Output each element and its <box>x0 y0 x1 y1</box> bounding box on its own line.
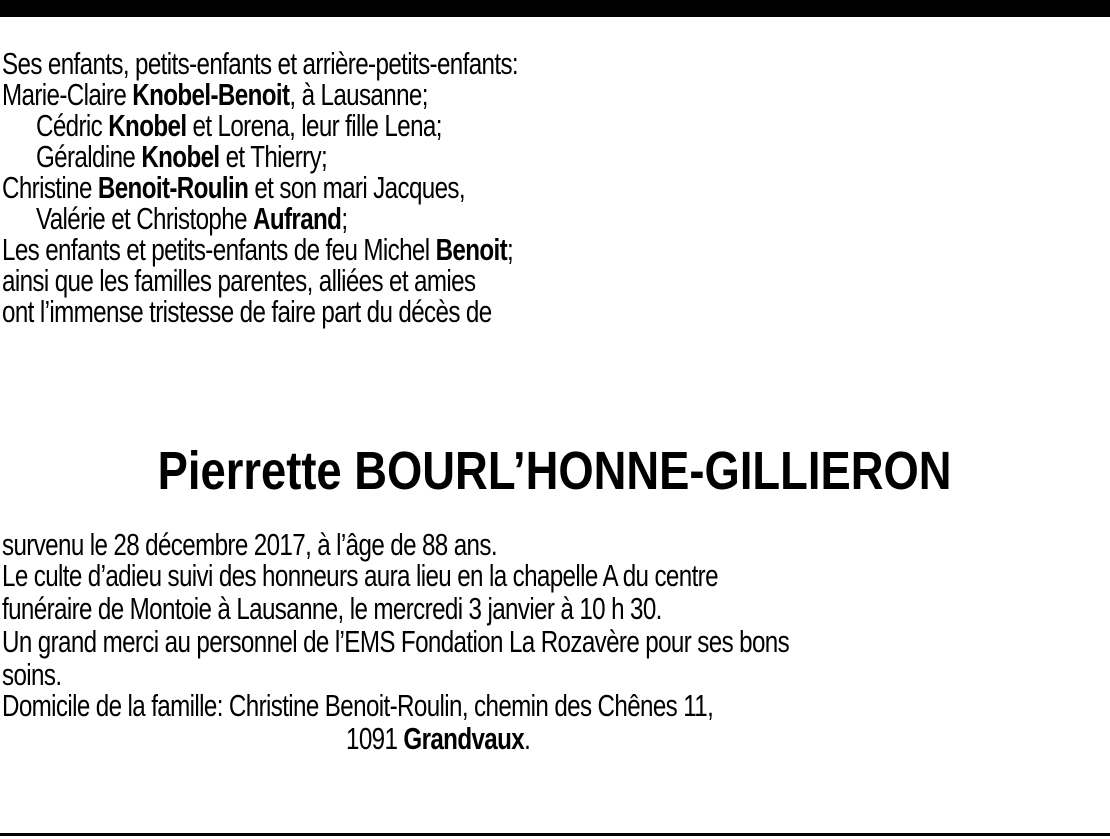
details-line <box>2 659 1108 690</box>
announcement-line <box>2 79 1108 110</box>
address-text: Domicile de la famille: Christine Benoit-Roulin, chemin des Chênes 11, <box>2 688 714 723</box>
ceremony-text: funéraire de Montoie à Lausanne, le mercredi 3 janvier à 10 h 30. <box>2 591 662 626</box>
relative-detail: ; <box>507 232 514 267</box>
relative-detail: , à Lausanne; <box>289 77 428 112</box>
relative-detail: ; <box>341 201 348 236</box>
announcement-line <box>2 265 1108 296</box>
relative-surname: Knobel <box>141 139 220 174</box>
relative-detail: et Lorena, leur fille Lena; <box>186 108 442 143</box>
death-date-text: survenu le 28 décembre 2017, à l’âge de 88 ans. <box>2 527 497 562</box>
announcement-text: ont l’immense tristesse de faire part du décès de <box>2 294 492 329</box>
relative-surname: Benoit-Roulin <box>97 170 249 205</box>
details-line <box>2 626 1108 659</box>
details-line <box>2 560 1108 593</box>
postal-code: 1091 <box>346 721 404 756</box>
relative-detail: et Thierry; <box>219 139 328 174</box>
relative-surname: Knobel <box>108 108 187 143</box>
town-name: Grandvaux <box>403 721 525 756</box>
top-border-rule <box>0 0 1110 17</box>
details-line <box>2 690 1108 723</box>
relative-first-name: Valérie et Christophe <box>36 201 253 236</box>
announcement-line <box>2 296 1108 327</box>
details-line <box>2 593 1108 626</box>
relative-surname: Benoit <box>435 232 508 267</box>
deceased-name <box>0 440 1110 502</box>
thanks-text: soins. <box>2 657 62 692</box>
bottom-border-rule <box>0 833 1110 836</box>
announcement-line <box>2 110 1108 141</box>
relative-surname: Knobel-Benoit <box>132 77 290 112</box>
family-announcement <box>2 48 1108 327</box>
thanks-text: Un grand merci au personnel de l’EMS Fondation La Rozavère pour ses bons <box>2 624 790 659</box>
relative-first-name: Les enfants et petits-enfants de feu Michel <box>2 232 436 267</box>
intro-text: Ses enfants, petits-enfants et arrière-petits-enfants: <box>2 46 519 81</box>
announcement-line <box>2 48 1108 79</box>
ceremony-text: Le culte d’adieu suivi des honneurs aura lieu en la chapelle A du centre <box>2 558 718 593</box>
funeral-details <box>2 529 1108 754</box>
deceased-name-text: Pierrette BOURL’HONNE-GILLIERON <box>158 441 952 501</box>
details-line <box>2 723 1108 754</box>
announcement-line <box>2 141 1108 172</box>
announcement-line <box>2 234 1108 265</box>
announcement-line <box>2 203 1108 234</box>
relative-first-name: Christine <box>2 170 98 205</box>
relative-first-name: Marie-Claire <box>2 77 133 112</box>
families-text: ainsi que les familles parentes, alliées et amies <box>2 263 476 298</box>
relative-first-name: Cédric <box>36 108 109 143</box>
address-end: . <box>524 721 531 756</box>
details-line <box>2 529 1108 560</box>
relative-first-name: Géraldine <box>36 139 142 174</box>
announcement-line <box>2 172 1108 203</box>
relative-surname: Aufrand <box>252 201 342 236</box>
relative-detail: et son mari Jacques, <box>248 170 465 205</box>
